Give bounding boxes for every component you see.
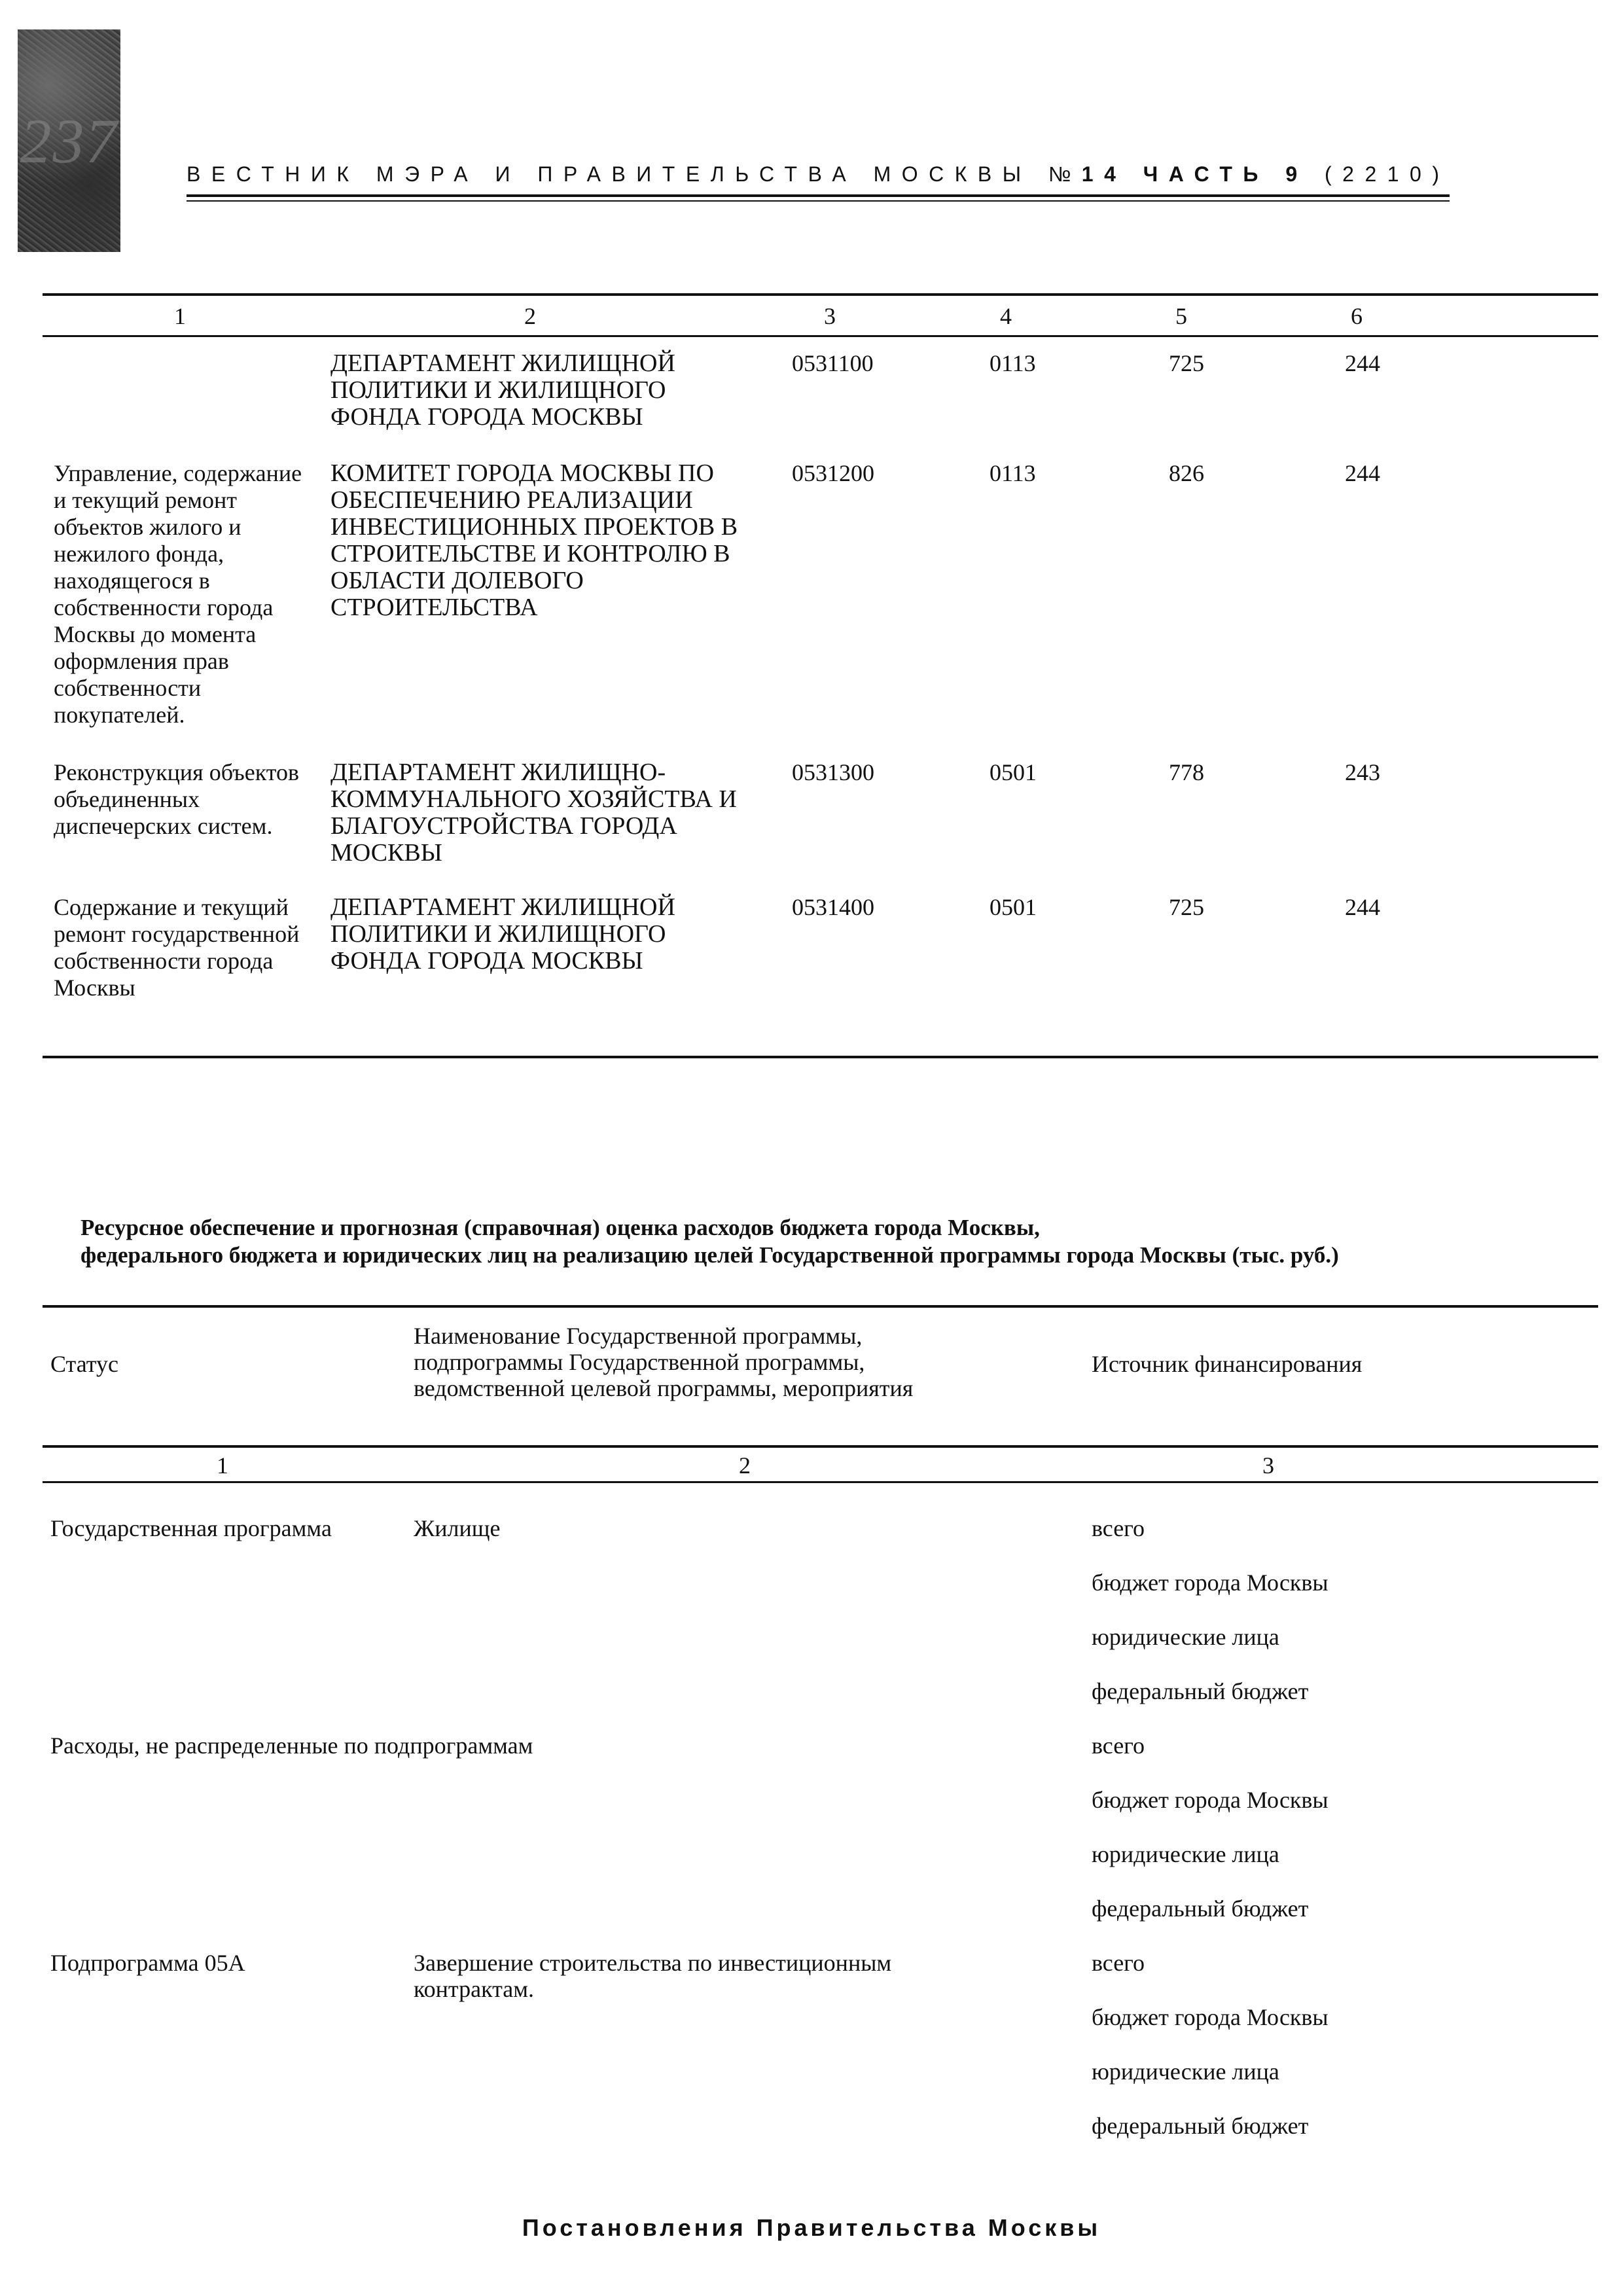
table2-num-3: 3 xyxy=(1262,1452,1274,1479)
table1-row1-code: 0531100 xyxy=(792,350,874,376)
table1-row2-activity: Управление, содержание и текущий ремонт объектов жилого и нежилого фонда, находящегося в собственности города Москвы до момента оформления прав собственности покупателей. xyxy=(54,460,302,728)
table2-group2-source-city: бюджет города Москвы xyxy=(1092,1787,1329,1813)
table1-row3-section: 0501 xyxy=(990,759,1037,785)
table1-row2-department: КОМИТЕТ ГОРОДА МОСКВЫ ПО ОБЕСПЕЧЕНИЮ РЕАЛИЗАЦИИ ИНВЕСТИЦИОННЫХ ПРОЕКТОВ В СТРОИТЕЛЬСТВЕ И КОНТРОЛЮ В ОБЛАСТИ ДОЛЕВОГО СТРОИТЕЛЬСТВА xyxy=(330,459,738,621)
table2-group2-source-total: всего xyxy=(1092,1732,1145,1759)
table2-group1-name: Жилище xyxy=(414,1515,501,1541)
table2-group3-status: Подпрограмма 05А xyxy=(50,1950,245,1976)
table2-group2-source-federal: федеральный бюджет xyxy=(1092,1895,1309,1922)
table2-number-rule xyxy=(43,1481,1598,1483)
running-header xyxy=(187,162,1450,187)
table1-col-6: 6 xyxy=(1351,303,1363,329)
table1-row1-vr: 244 xyxy=(1345,350,1380,376)
table1-row3-code: 0531300 xyxy=(792,759,874,785)
table1-row4-department: ДЕПАРТАМЕНТ ЖИЛИЩНОЙ ПОЛИТИКИ И ЖИЛИЩНОГО ФОНДА ГОРОДА МОСКВЫ xyxy=(330,893,675,975)
table2-group3-source-total: всего xyxy=(1092,1950,1145,1976)
table2-group1-source-federal: федеральный бюджет xyxy=(1092,1678,1309,1704)
table2-group1-source-total: всего xyxy=(1092,1515,1145,1541)
table2-group1-status: Государственная программа xyxy=(50,1515,332,1541)
page-number: 237 xyxy=(20,105,118,176)
table1-row1-section: 0113 xyxy=(990,350,1036,376)
section-title-line1: Ресурсное обеспечение и прогнозная (справочная) оценка расходов бюджета города Москвы, xyxy=(80,1215,1040,1240)
table1-row3-vr: 243 xyxy=(1345,759,1380,785)
table1-row1-gr: 725 xyxy=(1169,350,1204,376)
table2-group3-source-federal: федеральный бюджет xyxy=(1092,2113,1309,2139)
table1-header-rule xyxy=(43,335,1598,337)
table1-row4-gr: 725 xyxy=(1169,894,1204,920)
table1-col-5: 5 xyxy=(1175,303,1187,329)
table2-group2-source-legal: юридические лица xyxy=(1092,1841,1279,1867)
table2-num-1: 1 xyxy=(217,1452,228,1479)
table2-group1-source-city: бюджет города Москвы xyxy=(1092,1570,1329,1596)
header-suffix: (2210) xyxy=(1325,162,1450,186)
header-prefix: ВЕСТНИК МЭРА И ПРАВИТЕЛЬСТВА МОСКВЫ № xyxy=(187,162,1082,186)
table1-col-4: 4 xyxy=(1000,303,1012,329)
table1-row4-section: 0501 xyxy=(990,894,1037,920)
table2-header-rule xyxy=(43,1445,1598,1448)
table2-group1-source-legal: юридические лица xyxy=(1092,1624,1279,1650)
table1-row3-department: ДЕПАРТАМЕНТ ЖИЛИЩНО-КОММУНАЛЬНОГО ХОЗЯЙСТВА И БЛАГОУСТРОЙСТВА ГОРОДА МОСКВЫ xyxy=(330,759,737,867)
table2-group3-source-city: бюджет города Москвы xyxy=(1092,2004,1329,2030)
table1-col-3: 3 xyxy=(824,303,836,329)
table1-row2-section: 0113 xyxy=(990,460,1036,486)
page-number-badge xyxy=(18,29,120,252)
table2-group3-name: Завершение строительства по инвестиционным контрактам. xyxy=(414,1950,892,2002)
table1-bottom-rule xyxy=(43,1056,1598,1058)
table2-header-status: Статус xyxy=(50,1351,118,1377)
table1-row4-activity: Содержание и текущий ремонт государственной собственности города Москвы xyxy=(54,894,300,1001)
header-issue: 14 xyxy=(1081,162,1127,186)
header-rule xyxy=(187,194,1450,197)
table2-header-name: Наименование Государственной программы, подпрограммы Государственной программы, ведомственной целевой программы, мероприятия xyxy=(414,1323,914,1401)
page-footer: Постановления Правительства Москвы xyxy=(522,2214,1101,2241)
table2-header-source: Источник финансирования xyxy=(1092,1351,1363,1377)
table1-col-1: 1 xyxy=(174,303,186,329)
table2-num-2: 2 xyxy=(739,1452,751,1479)
table1-row3-activity: Реконструкция объектов объединенных диспечерских систем. xyxy=(54,759,299,839)
header-part: ЧАСТЬ 9 xyxy=(1143,162,1308,186)
table1-row2-code: 0531200 xyxy=(792,460,874,486)
table1-row3-gr: 778 xyxy=(1169,759,1204,785)
section-title xyxy=(80,1214,1520,1269)
table1-row2-vr: 244 xyxy=(1345,460,1380,486)
table1-row1-department: ДЕПАРТАМЕНТ ЖИЛИЩНОЙ ПОЛИТИКИ И ЖИЛИЩНОГО ФОНДА ГОРОДА МОСКВЫ xyxy=(330,350,675,431)
table2-group2-status: Расходы, не распределенные по подпрограммам xyxy=(50,1732,533,1759)
table2-group3-source-legal: юридические лица xyxy=(1092,2058,1279,2085)
section-title-line2: федерального бюджета и юридических лиц на реализацию целей Государственной программы города Москвы (тыс. руб.) xyxy=(80,1242,1339,1268)
table1-row4-vr: 244 xyxy=(1345,894,1380,920)
table1-top-rule xyxy=(43,293,1598,296)
header-rule-thin xyxy=(187,200,1450,202)
table2-top-rule xyxy=(43,1305,1598,1308)
table1-col-2: 2 xyxy=(524,303,536,329)
table1-row2-gr: 826 xyxy=(1169,460,1204,486)
table1-row4-code: 0531400 xyxy=(792,894,874,920)
